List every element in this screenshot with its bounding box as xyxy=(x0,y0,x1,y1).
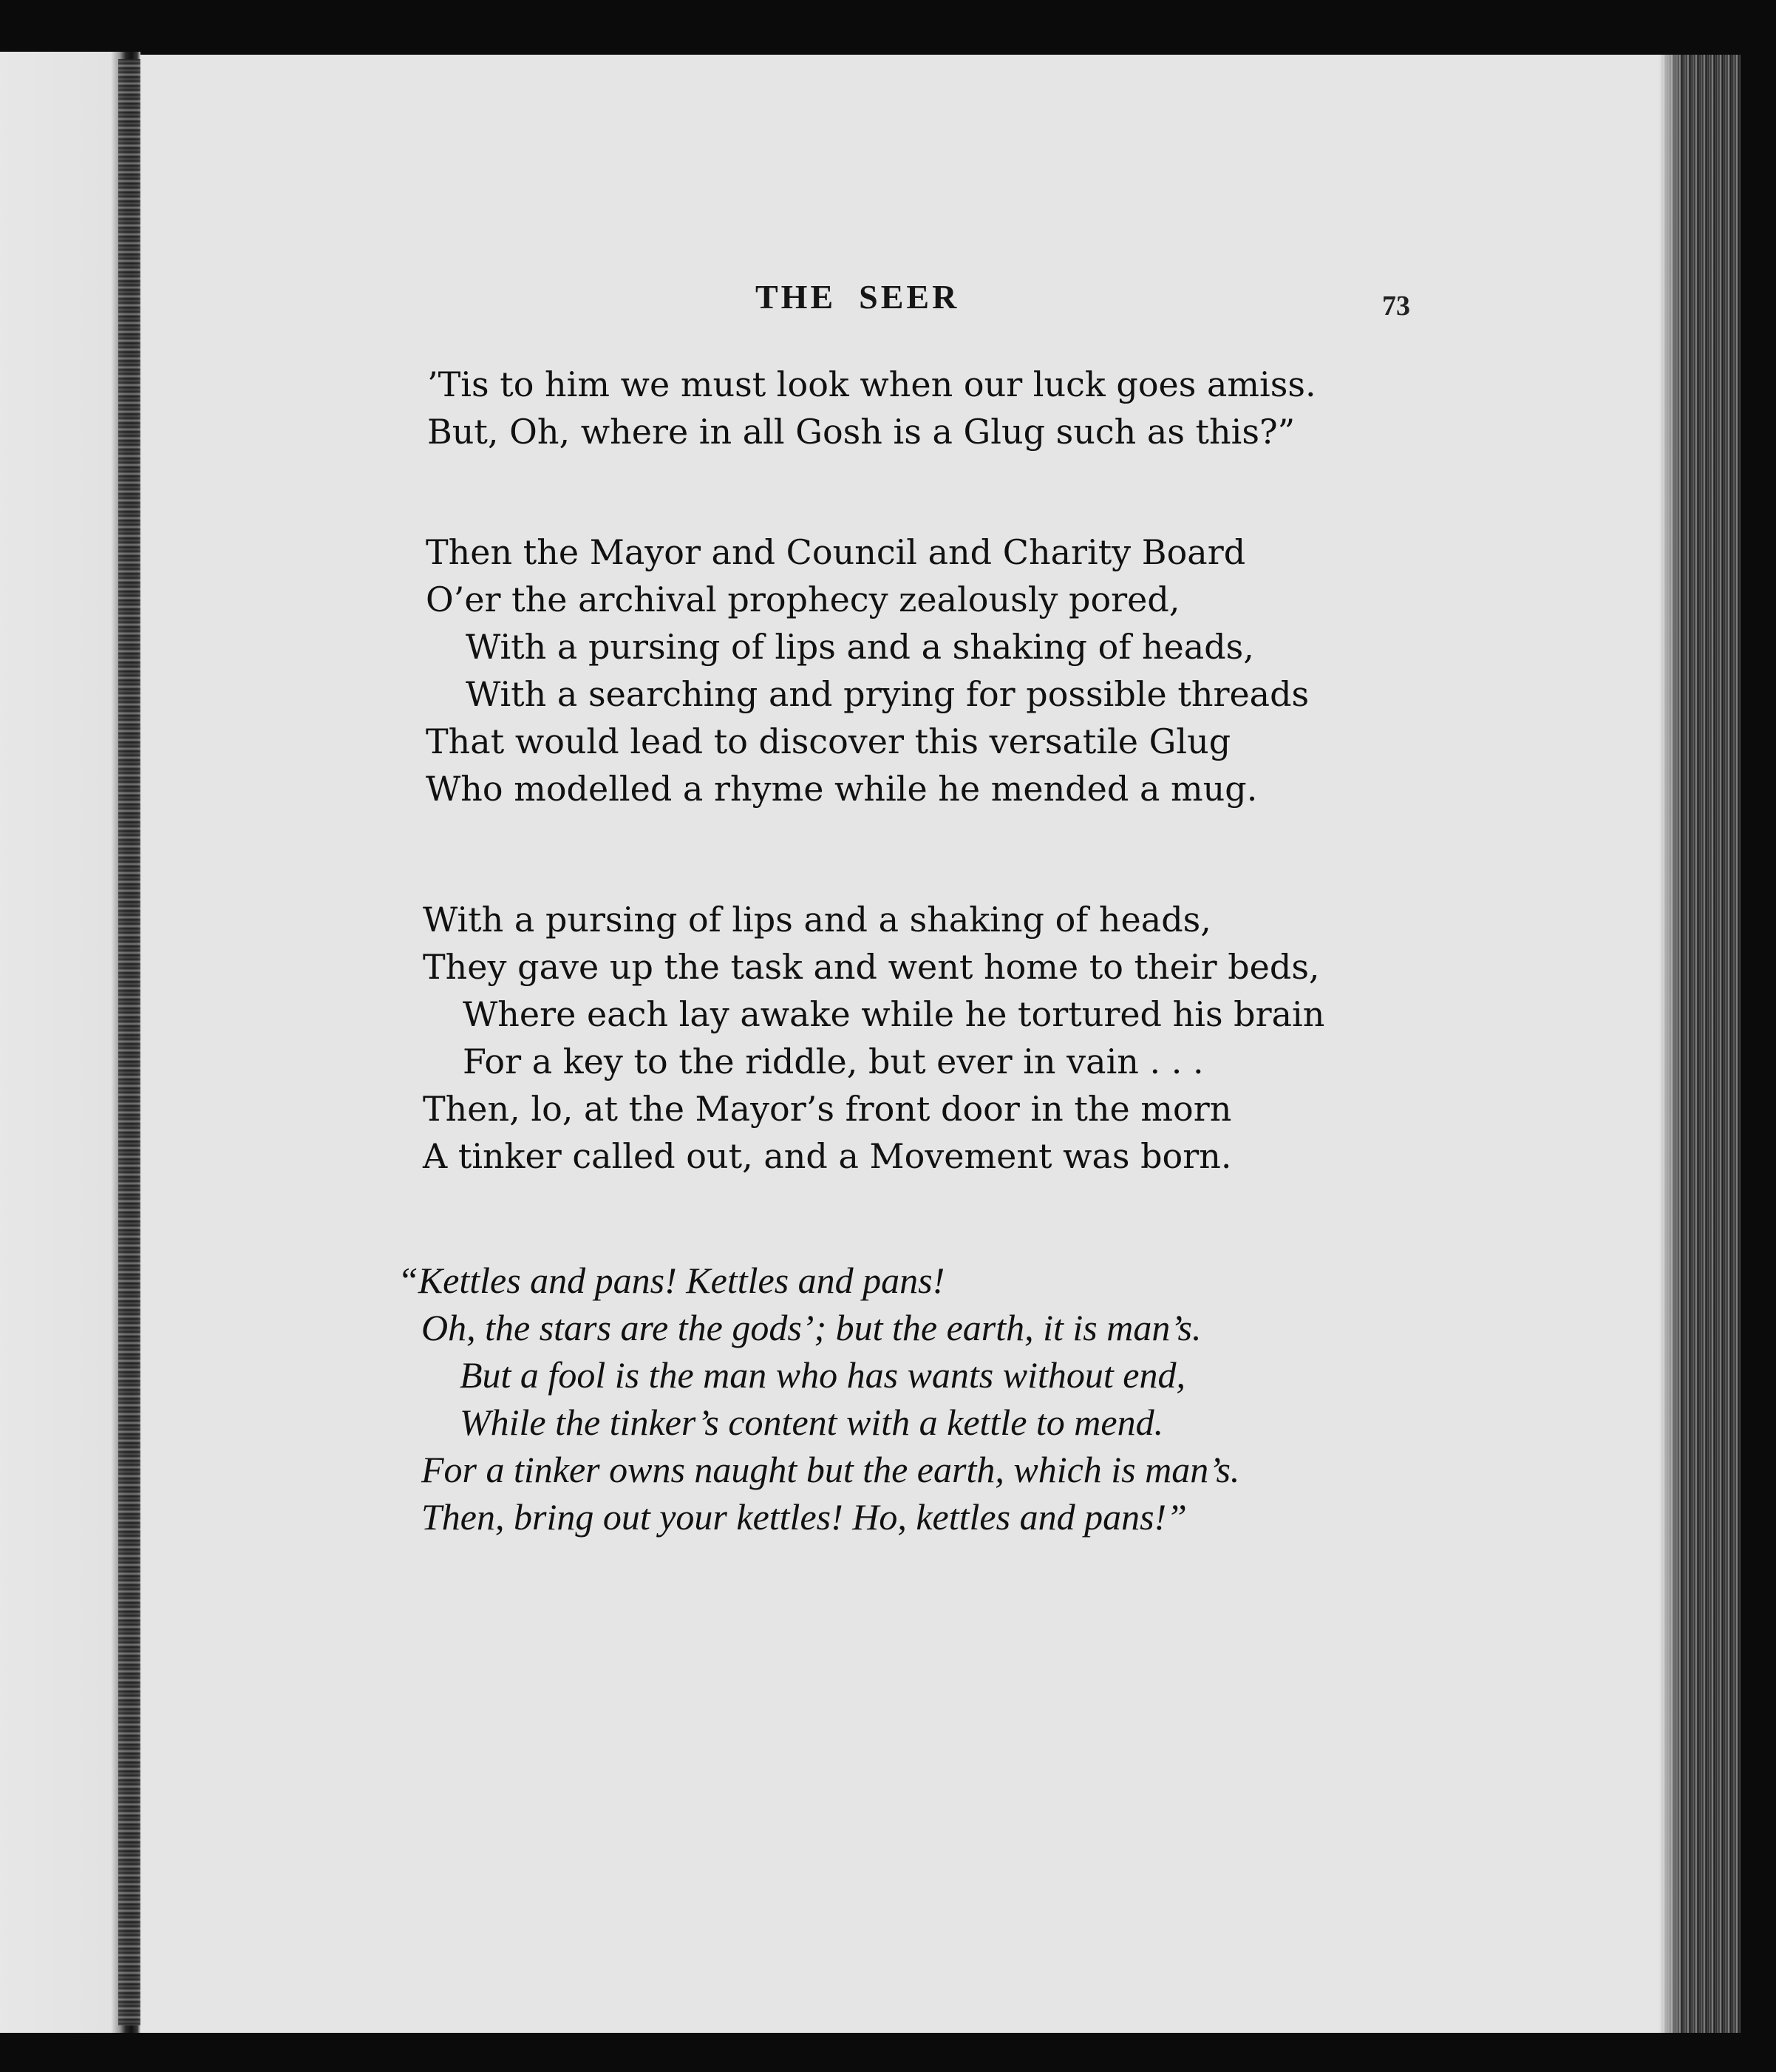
verse-line: ’Tis to him we must look when our luck goes amiss. xyxy=(427,364,1316,404)
stanza-2 xyxy=(426,529,1309,812)
verse-line-italic: “Kettles and pans! Kettles and pans! xyxy=(398,1260,945,1301)
verse-line-italic: Oh, the stars are the gods’; but the earth, it is man’s. xyxy=(421,1307,1202,1348)
stanza-3 xyxy=(423,896,1324,1180)
book-gutter xyxy=(118,59,140,2025)
verse-line: Who modelled a rhyme while he mended a mug. xyxy=(426,769,1258,809)
verse-line-indented: Where each lay awake while he tortured his brain xyxy=(463,994,1325,1034)
verse-line-italic: For a tinker owns naught but the earth, which is man’s. xyxy=(421,1449,1240,1490)
page-number: 73 xyxy=(1382,291,1410,322)
verse-line: But, Oh, where in all Gosh is a Glug such as this?” xyxy=(427,412,1296,452)
fore-edge-shadow xyxy=(1659,55,1681,2033)
stanza-4-tinker-song xyxy=(398,1257,1239,1541)
verse-line: With a pursing of lips and a shaking of heads, xyxy=(423,900,1211,940)
verse-line-italic: Then, bring out your kettles! Ho, kettles and pans!” xyxy=(421,1496,1187,1538)
verse-line-italic-indented: But a fool is the man who has wants without end, xyxy=(460,1354,1185,1396)
verse-line: O’er the archival prophecy zealously pored, xyxy=(426,580,1180,619)
verse-line-indented: With a searching and prying for possible threads xyxy=(466,674,1310,714)
verse-line-italic-indented: While the tinker’s content with a kettle to mend. xyxy=(460,1402,1164,1443)
verse-line: They gave up the task and went home to their beds, xyxy=(423,947,1320,987)
verse-line: Then the Mayor and Council and Charity Board xyxy=(426,532,1246,572)
running-title: THE SEER xyxy=(755,278,960,316)
verse-line-indented: For a key to the riddle, but ever in vain . . . xyxy=(463,1042,1204,1081)
verse-line: A tinker called out, and a Movement was born. xyxy=(423,1136,1232,1176)
verse-line: Then, lo, at the Mayor’s front door in the morn xyxy=(423,1089,1232,1129)
verse-line: That would lead to discover this versatile Glug xyxy=(426,721,1231,761)
verse-line-indented: With a pursing of lips and a shaking of heads, xyxy=(466,627,1254,667)
stanza-1 xyxy=(427,361,1316,455)
